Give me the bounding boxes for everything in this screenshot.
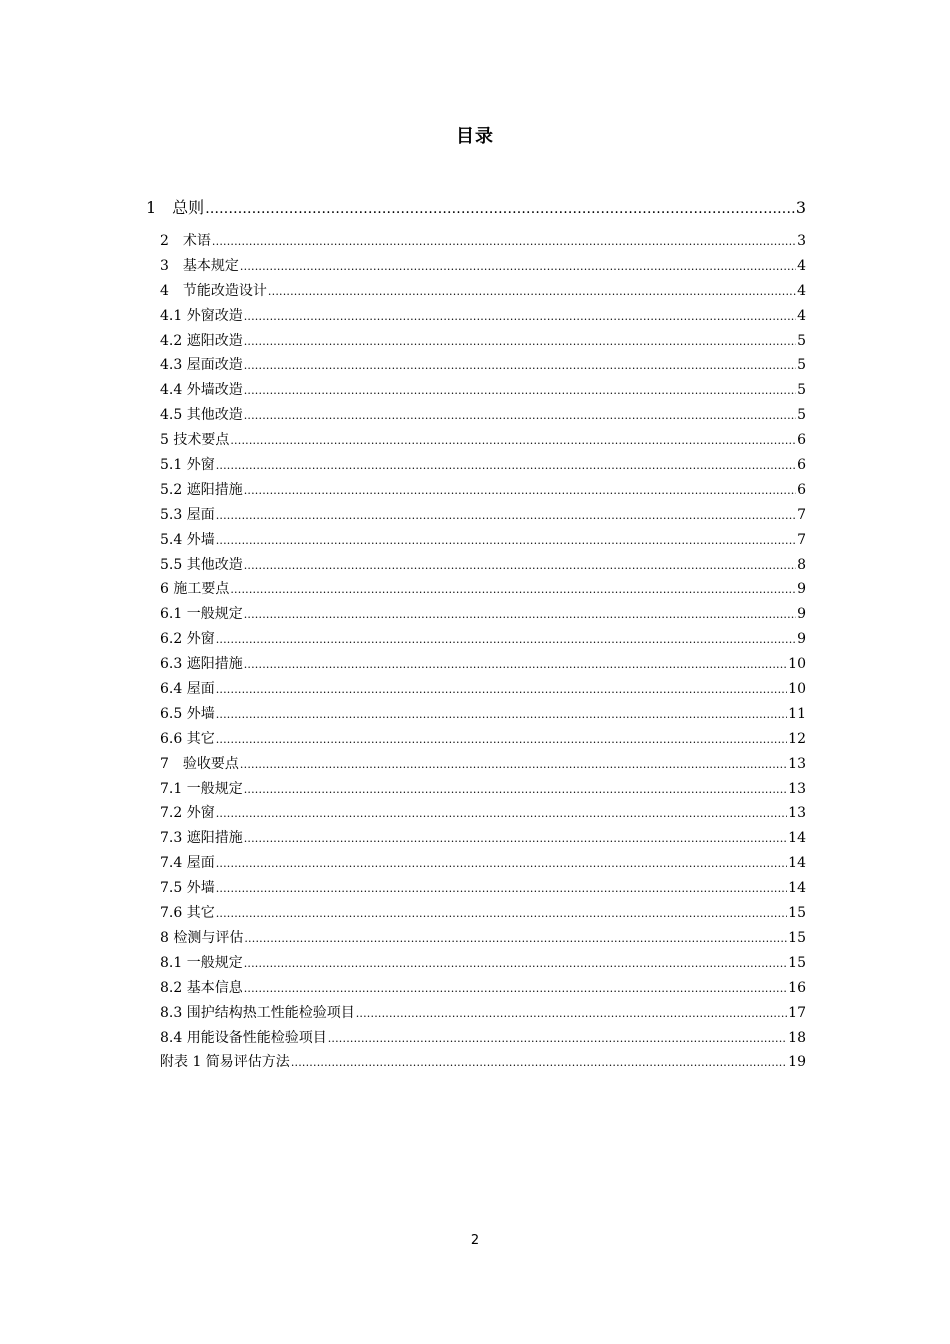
toc-dot-leader — [230, 578, 796, 603]
toc-dot-leader — [216, 703, 787, 728]
toc-entry-label: 6.3 遮阳措施 — [160, 656, 243, 673]
toc-entry-page: 6 — [797, 481, 806, 498]
toc-entry[interactable] — [160, 602, 806, 627]
toc-entry-page: 15 — [788, 954, 806, 971]
toc-entry-label: 4.1 外窗改造 — [160, 307, 243, 324]
toc-entry[interactable] — [160, 503, 806, 528]
toc-dot-leader — [244, 603, 796, 628]
toc-dot-leader — [216, 802, 787, 827]
toc-entry[interactable] — [160, 428, 806, 453]
toc-entry-page: 15 — [788, 929, 806, 946]
toc-dot-leader — [216, 728, 787, 753]
toc-entry[interactable] — [160, 403, 806, 428]
toc-entry-label: 4.2 遮阳改造 — [160, 332, 243, 349]
toc-dot-leader — [240, 753, 787, 778]
toc-entry[interactable] — [160, 304, 806, 329]
table-of-contents — [160, 229, 806, 1075]
toc-entry-label: 5 技术要点 — [160, 432, 230, 449]
toc-entry[interactable] — [160, 329, 806, 354]
toc-dot-leader — [244, 554, 796, 579]
toc-dot-leader — [216, 529, 796, 554]
toc-dot-leader — [216, 504, 796, 529]
toc-entry[interactable] — [160, 528, 806, 553]
toc-entry-label: 6.6 其它 — [160, 730, 215, 747]
toc-dot-leader — [244, 379, 796, 404]
toc-entry-page: 5 — [797, 407, 806, 424]
toc-entry[interactable] — [160, 652, 806, 677]
toc-entry-page: 4 — [797, 307, 806, 324]
toc-entry-label: 7.3 遮阳措施 — [160, 830, 243, 847]
toc-dot-leader — [244, 952, 787, 977]
toc-entry[interactable] — [160, 1050, 806, 1075]
toc-dot-leader — [291, 1051, 787, 1076]
toc-entry-label: 8.4 用能设备性能检验项目 — [160, 1029, 327, 1046]
toc-entry[interactable] — [160, 951, 806, 976]
toc-entry-page: 8 — [797, 556, 806, 573]
toc-entry-page: 16 — [788, 979, 806, 996]
toc-dot-leader — [216, 454, 796, 479]
toc-dot-leader — [244, 653, 787, 678]
toc-dot-leader — [328, 1027, 787, 1052]
toc-entry-label: 4.4 外墙改造 — [160, 382, 243, 399]
toc-entry-page: 3 — [797, 233, 806, 249]
toc-dot-leader — [244, 977, 787, 1002]
toc-dot-leader — [205, 201, 795, 217]
toc-entry-page: 5 — [797, 357, 806, 374]
toc-entry-page: 18 — [788, 1029, 806, 1046]
toc-entry-page: 14 — [788, 830, 806, 847]
toc-entry-label: 3 基本规定 — [160, 257, 239, 274]
toc-entry-label: 5.2 遮阳措施 — [160, 481, 243, 498]
toc-entry-label: 6 施工要点 — [160, 581, 230, 598]
toc-entry-page: 5 — [797, 332, 806, 349]
toc-entry-page: 7 — [797, 506, 806, 523]
toc-entry[interactable] — [160, 702, 806, 727]
toc-entry-page: 13 — [788, 805, 806, 822]
toc-entry-page: 9 — [797, 581, 806, 598]
toc-entry[interactable] — [160, 229, 806, 254]
toc-entry-page: 10 — [788, 681, 806, 698]
toc-entry-page: 10 — [788, 656, 806, 673]
toc-entry-label: 4.3 屋面改造 — [160, 357, 243, 374]
toc-dot-leader — [216, 628, 796, 653]
page-number: 2 — [470, 1233, 480, 1248]
toc-entry-page: 4 — [797, 282, 806, 299]
toc-entry-page: 17 — [788, 1004, 806, 1021]
toc-entry-page: 19 — [788, 1054, 806, 1071]
toc-entry-label: 7.5 外墙 — [160, 880, 215, 897]
toc-entry[interactable] — [160, 777, 806, 802]
toc-entry[interactable] — [160, 752, 806, 777]
toc-entry-page: 4 — [797, 257, 806, 274]
toc-entry[interactable] — [160, 553, 806, 578]
toc-entry-page: 6 — [797, 457, 806, 474]
toc-entry-label: 8.3 围护结构热工性能检验项目 — [160, 1004, 355, 1021]
toc-entry-page: 13 — [788, 780, 806, 797]
toc-dot-leader — [244, 404, 796, 429]
toc-dot-leader — [244, 778, 787, 803]
toc-dot-leader — [240, 255, 796, 280]
toc-dot-leader — [216, 678, 787, 703]
toc-entry-page: 15 — [788, 905, 806, 922]
toc-dot-leader — [244, 330, 796, 355]
toc-entry[interactable] — [160, 378, 806, 403]
toc-dot-leader — [356, 1002, 787, 1027]
toc-entry-page: 14 — [788, 855, 806, 872]
toc-entry-label: 4.5 其他改造 — [160, 407, 243, 424]
toc-entry-label: 7.6 其它 — [160, 905, 215, 922]
toc-entry-label: 4 节能改造设计 — [160, 282, 267, 299]
toc-entry-label: 7.4 屋面 — [160, 855, 215, 872]
toc-entry[interactable] — [160, 851, 806, 876]
toc-entry[interactable] — [160, 1001, 806, 1026]
toc-dot-leader — [230, 429, 796, 454]
toc-entry[interactable] — [160, 677, 806, 702]
toc-entry-page: 11 — [788, 705, 806, 722]
toc-entry-label: 8.2 基本信息 — [160, 979, 243, 996]
toc-entry-page: 7 — [797, 531, 806, 548]
toc-dot-leader — [268, 280, 796, 305]
toc-entry-page: 9 — [797, 631, 806, 648]
toc-entry-page: 12 — [788, 730, 806, 747]
toc-entry-page: 5 — [797, 382, 806, 399]
toc-entry[interactable] — [160, 826, 806, 851]
toc-entry-label: 5.1 外窗 — [160, 457, 215, 474]
toc-dot-leader — [244, 354, 796, 379]
toc-dot-leader — [244, 305, 796, 330]
toc-dot-leader — [216, 877, 787, 902]
toc-entry-page: 13 — [788, 755, 806, 772]
toc-entry-page: 6 — [797, 432, 806, 449]
toc-entry-label: 7.1 一般规定 — [160, 780, 243, 797]
toc-entry[interactable] — [160, 801, 806, 826]
toc-entry[interactable] — [160, 926, 806, 951]
toc-dot-leader — [244, 927, 787, 952]
toc-entry-page: 9 — [797, 606, 806, 623]
toc-entry[interactable] — [160, 727, 806, 752]
toc-entry-label: 2 术语 — [160, 233, 211, 249]
toc-entry-chapter-1[interactable] — [146, 195, 806, 219]
toc-dot-leader — [216, 852, 787, 877]
toc-entry-label: 7.2 外窗 — [160, 805, 215, 822]
toc-dot-leader — [244, 479, 796, 504]
page-title: 目录 — [456, 126, 494, 147]
toc-entry[interactable] — [160, 478, 806, 503]
toc-entry-label: 6.4 屋面 — [160, 681, 215, 698]
toc-dot-leader — [216, 902, 787, 927]
toc-entry[interactable] — [160, 353, 806, 378]
toc-entry-label: 8 检测与评估 — [160, 929, 244, 946]
toc-entry[interactable] — [160, 279, 806, 304]
toc-entry-label: 6.1 一般规定 — [160, 606, 243, 623]
toc-entry[interactable] — [160, 976, 806, 1001]
toc-entry[interactable] — [160, 901, 806, 926]
toc-entry-label: 5.5 其他改造 — [160, 556, 243, 573]
toc-entry-label: 1 总则 — [146, 198, 205, 217]
toc-entry-page: 14 — [788, 880, 806, 897]
toc-dot-leader — [212, 230, 796, 255]
toc-entry-label: 附表 1 简易评估方法 — [160, 1054, 290, 1071]
toc-entry-label: 6.2 外窗 — [160, 631, 215, 648]
toc-entry-label: 7 验收要点 — [160, 755, 239, 772]
toc-entry-label: 5.3 屋面 — [160, 506, 215, 523]
toc-entry[interactable] — [160, 577, 806, 602]
toc-entry[interactable] — [160, 254, 806, 279]
toc-entry-label: 8.1 一般规定 — [160, 954, 243, 971]
toc-entry[interactable] — [160, 1026, 806, 1051]
toc-dot-leader — [244, 827, 787, 852]
toc-entry-label: 5.4 外墙 — [160, 531, 215, 548]
toc-entry[interactable] — [160, 876, 806, 901]
toc-entry[interactable] — [160, 627, 806, 652]
toc-entry-label: 6.5 外墙 — [160, 705, 215, 722]
toc-entry-page: 3 — [795, 198, 806, 217]
toc-entry[interactable] — [160, 453, 806, 478]
